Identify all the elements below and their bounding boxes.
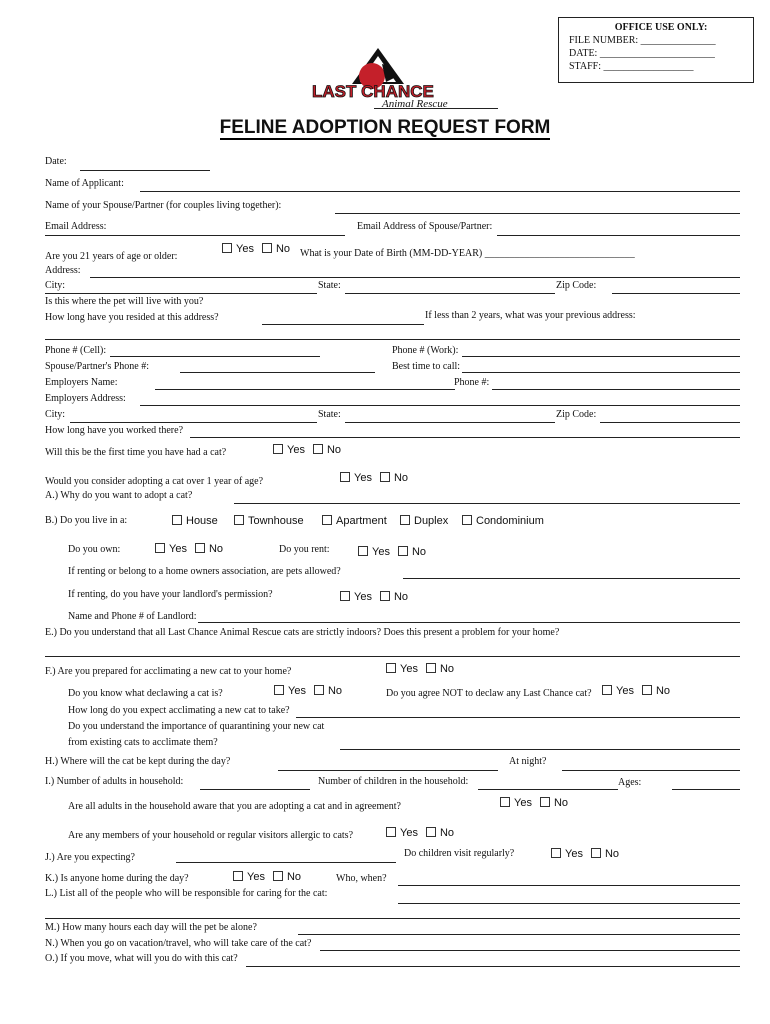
indoors-field[interactable]: [45, 656, 740, 657]
address-field[interactable]: [90, 277, 740, 278]
residence-duplex[interactable]: Duplex: [400, 515, 448, 527]
spouse-field[interactable]: [335, 213, 740, 214]
rent-no-checkbox[interactable]: [398, 546, 408, 556]
over-year-no-checkbox[interactable]: [380, 472, 390, 482]
hoa-field[interactable]: [403, 578, 740, 579]
city-field-2[interactable]: [70, 422, 317, 423]
quarantine-label-1: Do you understand the importance of quarantining your new cat: [68, 721, 325, 732]
indoors-label: E.) Do you understand that all Last Chance Animal Rescue cats are strictly indoors? Does this present a problem for your home?: [45, 627, 560, 638]
move-label: O.) If you move, what will you do with this cat?: [45, 953, 238, 964]
address-label: Address:: [45, 265, 81, 276]
move-field[interactable]: [246, 966, 740, 967]
children-visit-yes-checkbox[interactable]: [551, 848, 561, 858]
phone-label: Phone #:: [454, 377, 490, 388]
dob-label: What is your Date of Birth (MM-DD-YEAR) ______________________________: [300, 248, 635, 259]
phone-cell-field[interactable]: [110, 356, 320, 357]
aware-yes-checkbox[interactable]: [500, 797, 510, 807]
who-when-field[interactable]: [398, 885, 740, 886]
children-label: Number of children in the household:: [318, 776, 469, 787]
condominium-checkbox[interactable]: [462, 515, 472, 525]
declaw-agree-options[interactable]: Yes No: [602, 685, 670, 697]
landlord-field[interactable]: [198, 622, 740, 623]
declaw-agree-no-checkbox[interactable]: [642, 685, 652, 695]
rent-options[interactable]: Yes No: [358, 546, 426, 558]
over-year-options[interactable]: Yes No: [340, 472, 408, 484]
resided-label: How long have you resided at this address?: [45, 312, 219, 323]
phone-work-field[interactable]: [462, 356, 740, 357]
residence-apartment[interactable]: Apartment: [322, 515, 387, 527]
landlord-label: Name and Phone # of Landlord:: [68, 611, 197, 622]
logo-line1: LAST CHANCE: [312, 82, 434, 101]
ages-field[interactable]: [672, 789, 740, 790]
hours-label: M.) How many hours each day will the pet be alone?: [45, 922, 257, 933]
zip-label: Zip Code:: [556, 280, 597, 291]
adults-field[interactable]: [200, 789, 310, 790]
allergic-label: Are any members of your household or regular visitors allergic to cats?: [68, 830, 354, 841]
state-field-2[interactable]: [345, 422, 555, 423]
best-time-label: Best time to call:: [392, 361, 461, 372]
zip-field[interactable]: [612, 293, 740, 294]
state-label-2: State:: [318, 409, 341, 420]
first-cat-no-checkbox[interactable]: [313, 444, 323, 454]
prev-address-label: If less than 2 years, what was your previous address:: [425, 310, 636, 321]
landlord-yes-checkbox[interactable]: [340, 591, 350, 601]
rent-label: Do you rent:: [279, 544, 330, 555]
who-when-label: Who, when?: [336, 873, 387, 884]
state-field[interactable]: [345, 293, 555, 294]
age-label: Are you 21 years of age or older:: [45, 251, 178, 262]
day-field[interactable]: [278, 770, 498, 771]
how-long-label: How long do you expect acclimating a new cat to take?: [68, 705, 290, 716]
aware-label: Are all adults in the household aware that you are adopting a cat and in agreement?: [68, 801, 401, 812]
zip-label-2: Zip Code:: [556, 409, 597, 420]
state-label: State:: [318, 280, 341, 291]
spouse-phone-field[interactable]: [180, 372, 375, 373]
worked-field[interactable]: [190, 437, 740, 438]
employer-address-field[interactable]: [140, 405, 740, 406]
responsible-field-1[interactable]: [398, 903, 740, 904]
adults-label: I.) Number of adults in household:: [45, 776, 184, 787]
home-day-no-checkbox[interactable]: [273, 871, 283, 881]
spouse-phone-label: Spouse/Partner's Phone #:: [45, 361, 150, 372]
declaw-agree-label: Do you agree NOT to declaw any Last Chance cat?: [386, 688, 592, 699]
residence-house[interactable]: House: [172, 515, 218, 527]
apartment-checkbox[interactable]: [322, 515, 332, 525]
hoa-label: If renting or belong to a home owners association, are pets allowed?: [68, 566, 341, 577]
why-label: A.) Why do you want to adopt a cat?: [45, 490, 193, 501]
aware-no-checkbox[interactable]: [540, 797, 550, 807]
responsible-field-2[interactable]: [45, 918, 740, 919]
rescue-logo: [308, 44, 466, 110]
live-in-label: B.) Do you live in a:: [45, 515, 128, 526]
city-field[interactable]: [45, 293, 317, 294]
date-label: Date:: [45, 156, 67, 167]
resided-field[interactable]: [262, 324, 424, 325]
hours-field[interactable]: [298, 934, 740, 935]
phone-field[interactable]: [492, 389, 740, 390]
spouse-label: Name of your Spouse/Partner (for couples living together):: [45, 200, 282, 211]
logo-line2: Animal Rescue: [382, 98, 448, 110]
how-long-field[interactable]: [296, 717, 740, 718]
worked-label: How long have you worked there?: [45, 425, 184, 436]
office-staff: STAFF: __________________: [569, 61, 694, 72]
applicant-label: Name of Applicant:: [45, 178, 124, 189]
allergic-yes-checkbox[interactable]: [386, 827, 396, 837]
email-field[interactable]: [45, 235, 345, 236]
office-use-box: [558, 17, 754, 83]
home-day-label: K.) Is anyone home during the day?: [45, 873, 189, 884]
city-label-2: City:: [45, 409, 66, 420]
age-options[interactable]: Yes No: [222, 243, 290, 255]
first-cat-options[interactable]: Yes No: [273, 444, 341, 456]
aware-options[interactable]: Yes No: [500, 797, 568, 809]
phone-cell-label: Phone # (Cell):: [45, 345, 107, 356]
applicant-field[interactable]: [140, 191, 740, 192]
landlord-permission-label: If renting, do you have your landlord's permission?: [68, 589, 273, 600]
residence-condominium[interactable]: Condominium: [462, 515, 544, 527]
email-spouse-field[interactable]: [497, 235, 740, 236]
responsible-label: L.) List all of the people who will be responsible for caring for the cat:: [45, 888, 328, 899]
landlord-permission-options[interactable]: Yes No: [340, 591, 408, 603]
acclimate-no-checkbox[interactable]: [426, 663, 436, 673]
landlord-no-checkbox[interactable]: [380, 591, 390, 601]
employer-label: Employers Name:: [45, 377, 118, 388]
vacation-label: N.) When you go on vacation/travel, who will take care of the cat?: [45, 938, 312, 949]
declaw-know-yes-checkbox[interactable]: [274, 685, 284, 695]
children-visit-options[interactable]: Yes No: [551, 848, 619, 860]
rent-yes-checkbox[interactable]: [358, 546, 368, 556]
acclimate-label: F.) Are you prepared for acclimating a new cat to your home?: [45, 666, 292, 677]
own-options[interactable]: Yes No: [155, 543, 223, 555]
over-year-label: Would you consider adopting a cat over 1 year of age?: [45, 476, 264, 487]
own-no-checkbox[interactable]: [195, 543, 205, 553]
allergic-no-checkbox[interactable]: [426, 827, 436, 837]
why-field[interactable]: [234, 503, 740, 504]
prev-address-field[interactable]: [45, 339, 740, 340]
children-visit-no-checkbox[interactable]: [591, 848, 601, 858]
declaw-know-options[interactable]: Yes No: [274, 685, 342, 697]
pet-live-label: Is this where the pet will live with you?: [45, 296, 204, 307]
first-cat-label: Will this be the first time you have had a cat?: [45, 447, 227, 458]
form-title: FELINE ADOPTION REQUEST FORM: [219, 117, 551, 138]
own-label: Do you own:: [68, 544, 121, 555]
phone-work-label: Phone # (Work):: [392, 345, 459, 356]
night-field[interactable]: [562, 770, 740, 771]
quarantine-field[interactable]: [340, 749, 740, 750]
children-visit-label: Do children visit regularly?: [404, 848, 515, 859]
expecting-label: J.) Are you expecting?: [45, 852, 135, 863]
age-no-checkbox[interactable]: [262, 243, 272, 253]
declaw-know-label: Do you know what declawing a cat is?: [68, 688, 223, 699]
own-yes-checkbox[interactable]: [155, 543, 165, 553]
office-file-number: FILE NUMBER: _______________: [569, 35, 716, 46]
acclimate-yes-checkbox[interactable]: [386, 663, 396, 673]
children-field[interactable]: [478, 789, 618, 790]
email-spouse-label: Email Address of Spouse/Partner:: [357, 221, 493, 232]
night-label: At night?: [509, 756, 547, 767]
acclimate-options[interactable]: Yes No: [386, 663, 454, 675]
declaw-know-no-checkbox[interactable]: [314, 685, 324, 695]
home-day-yes-checkbox[interactable]: [233, 871, 243, 881]
quarantine-label-2: from existing cats to acclimate them?: [68, 737, 218, 748]
office-date: DATE: _______________________: [569, 48, 715, 59]
age-yes-checkbox[interactable]: [222, 243, 232, 253]
employer-address-label: Employers Address:: [45, 393, 126, 404]
residence-townhouse[interactable]: Townhouse: [234, 515, 304, 527]
over-year-yes-checkbox[interactable]: [340, 472, 350, 482]
email-label: Email Address:: [45, 221, 107, 232]
office-use-title: OFFICE USE ONLY:: [614, 22, 708, 33]
townhouse-checkbox[interactable]: [234, 515, 244, 525]
vacation-field[interactable]: [320, 950, 740, 951]
first-cat-yes-checkbox[interactable]: [273, 444, 283, 454]
home-day-options[interactable]: Yes No: [233, 871, 301, 883]
declaw-agree-yes-checkbox[interactable]: [602, 685, 612, 695]
employer-field[interactable]: [155, 389, 455, 390]
expecting-field[interactable]: [176, 862, 396, 863]
city-label: City:: [45, 280, 66, 291]
day-label: H.) Where will the cat be kept during the day?: [45, 756, 231, 767]
best-time-field[interactable]: [462, 372, 740, 373]
date-field[interactable]: [80, 170, 210, 171]
house-checkbox[interactable]: [172, 515, 182, 525]
duplex-checkbox[interactable]: [400, 515, 410, 525]
allergic-options[interactable]: Yes No: [386, 827, 454, 839]
zip-field-2[interactable]: [600, 422, 740, 423]
ages-label: Ages:: [618, 777, 642, 788]
